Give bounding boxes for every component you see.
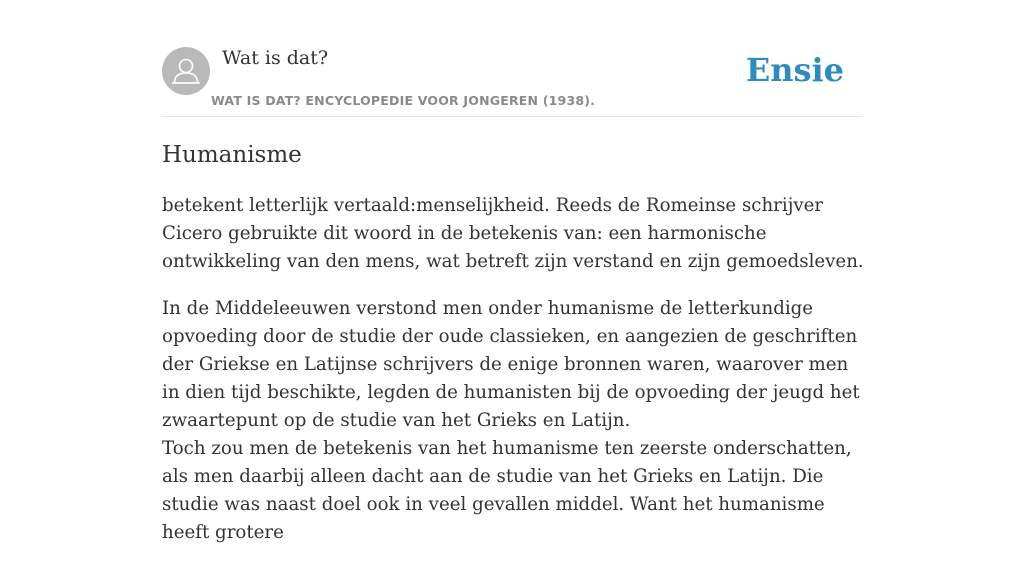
source-subtitle[interactable]: WAT IS DAT? ENCYCLOPEDIE VOOR JONGEREN (1938). [211, 93, 596, 108]
source-name[interactable]: Wat is dat? [222, 47, 329, 69]
user-icon [162, 47, 210, 95]
paragraph: Toch zou men de betekenis van het humanisme ten zeerste onderschatten, als men daarbij alleen dacht aan de studie van het Grieks en Latijn. Die studie was naast doel ook in veel gevallen middel. Want het humanisme heeft grotere [162, 438, 852, 543]
article-body [162, 192, 868, 566]
ensie-logo[interactable]: Ensie [745, 51, 844, 89]
source-header [162, 46, 862, 117]
paragraph: betekent letterlijk vertaald:menselijkheid. Reeds de Romeinse schrijver Cicero gebruikte dit woord in de betekenis van: een harmonische ontwikkeling van den mens, wat betreft zijn verstand en zijn gemoedsleven. [162, 195, 864, 272]
article-title: Humanisme [162, 142, 302, 168]
avatar[interactable] [162, 47, 210, 95]
paragraph: In de Middeleeuwen verstond men onder humanisme de letterkundige opvoeding door de studie der oude classieken, en aangezien de geschriften der Griekse en Latijnse schrijvers de enige bronnen waren, waarover men in dien tijd beschikte, legden de humanisten bij de opvoeding der jeugd het zwaartepunt op de studie van het Grieks en Latijn. [162, 298, 860, 431]
